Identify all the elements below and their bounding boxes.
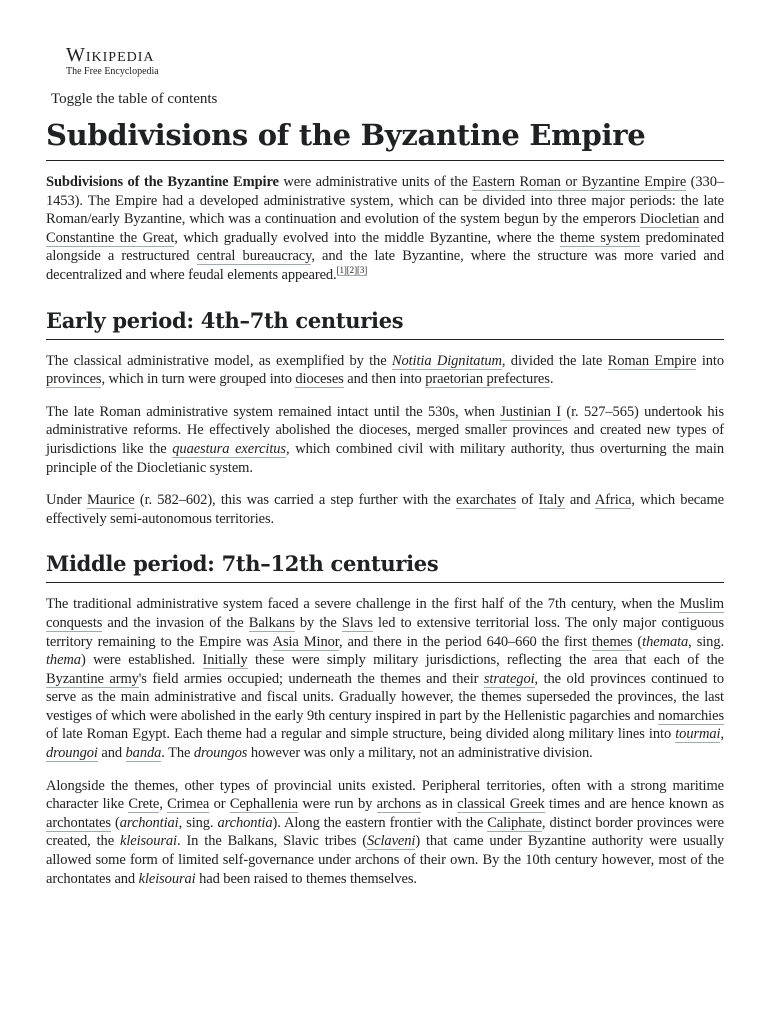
section-heading-early: Early period: 4th–7th centuries (46, 307, 724, 340)
text: ) that came under Byzantine authority were usually allowed some form of limited self-governance under archons of their own. By the 10th century however, most of the archontates and (46, 833, 725, 887)
text: into (696, 352, 724, 369)
logo-wordmark[interactable]: Wikipedia (66, 44, 155, 66)
link-central-bureaucracy[interactable]: central bureaucracy (196, 248, 312, 265)
text: , distinct border provinces were created, the (46, 814, 724, 850)
link-nomarchies[interactable]: nomarchies (658, 707, 724, 724)
text: The classical administrative model, as exemplified by the (46, 352, 392, 369)
text: (330–1453). The Empire had a developed administrative system, which can be divided into three major periods: the late Roman/early Byzantine, which was a continuation and evolution of the system begun by the emperors (46, 174, 724, 228)
link-theme-system[interactable]: theme system (559, 229, 640, 246)
link-africa[interactable]: Africa (594, 492, 632, 509)
italic-term: kleisourai (138, 870, 196, 887)
text: by the (294, 614, 342, 631)
link-classical-greek[interactable]: classical Greek (457, 796, 545, 813)
link-italy[interactable]: Italy (538, 492, 565, 509)
link-muslim-conquests[interactable]: Muslim conquests (46, 596, 724, 631)
text: were administrative units of the (278, 174, 473, 190)
text: , which in turn were grouped into (101, 371, 296, 388)
early-paragraph-1 (46, 352, 724, 389)
link-balkans[interactable]: Balkans (248, 614, 295, 631)
text: . (549, 371, 554, 388)
text: , divided the late (501, 352, 608, 369)
article-page (46, 44, 724, 888)
text: . In the Balkans, Slavic tribes ( (176, 833, 367, 850)
text: , which combined civil with military authority, thus overturning the main principle of the Diocletianic system. (46, 440, 724, 476)
reference-links[interactable]: [1][2][3] (336, 265, 368, 276)
italic-term: droungos (193, 745, 248, 762)
link-archons[interactable]: archons (376, 796, 422, 813)
wikipedia-logo[interactable] (46, 44, 724, 78)
text: had been raised to themes themselves. (195, 870, 417, 887)
text: , sing. (178, 814, 218, 831)
link-exarchates[interactable]: exarchates (455, 492, 517, 509)
text: Alongside the themes, other types of provincial units existed. Peripheral territories, often with a strong maritime character like (46, 777, 724, 813)
toc-toggle-button[interactable]: Toggle the table of contents (51, 91, 218, 107)
text: The traditional administrative system faced a severe challenge in the first half of the 7th century, when the (46, 596, 680, 613)
link-diocletian[interactable]: Diocletian (639, 211, 700, 228)
link-themes[interactable]: themes (591, 633, 633, 650)
link-praetorian-prefectures[interactable]: praetorian prefectures (425, 371, 550, 388)
text: led to extensive territorial loss. The only major contiguous territory remaining to the Empire was (46, 614, 724, 650)
text: and then into (343, 371, 426, 388)
text: however was only a military, not an administrative division. (247, 745, 593, 762)
text: or (209, 796, 230, 813)
link-notitia-dignitatum[interactable]: Notitia Dignitatum (391, 352, 502, 369)
link-asia-minor[interactable]: Asia Minor (272, 633, 339, 650)
italic-term: archontia (217, 814, 273, 831)
intro-paragraph (46, 173, 724, 285)
middle-paragraph-1 (46, 595, 724, 762)
link-justinian[interactable]: Justinian I (500, 403, 562, 420)
text: . The (161, 745, 194, 762)
logo-tagline: The Free Encyclopedia (66, 66, 159, 77)
text: ) were established. (80, 652, 203, 669)
text: , sing. (688, 633, 725, 650)
link-crete[interactable]: Crete (128, 796, 160, 813)
early-paragraph-3 (46, 491, 724, 528)
link-slavs[interactable]: Slavs (341, 614, 373, 631)
text: (r. 527–565) undertook his administrative reforms. He effectively abolished the dioceses, merged smaller provinces and created new types of jurisdictions like the (46, 403, 724, 457)
link-eastern-roman-empire[interactable]: Eastern Roman or Byzantine Empire (472, 174, 687, 190)
text: , (159, 796, 168, 813)
text: as in (421, 796, 458, 813)
text: and (97, 745, 126, 762)
link-droungoi[interactable]: droungoi (46, 745, 98, 762)
text: predominated alongside a restructured (46, 229, 724, 265)
text: times and are hence known as (544, 796, 724, 813)
link-constantine[interactable]: Constantine the Great (46, 229, 175, 246)
text: (r. 582–602), this was carried a step further with the (134, 492, 456, 509)
link-roman-empire[interactable]: Roman Empire (607, 352, 697, 369)
italic-term: kleisourai (119, 833, 177, 850)
text: and the invasion of the (102, 614, 249, 631)
link-byzantine-army[interactable]: Byzantine army (46, 670, 139, 687)
italic-term: archontiai (119, 814, 179, 831)
page-title: Subdivisions of the Byzantine Empire (46, 116, 724, 161)
text: , and there in the period 640–660 the first (338, 633, 592, 650)
text: ( (110, 814, 120, 831)
link-strategoi[interactable]: strategoi (483, 670, 535, 687)
early-paragraph-2 (46, 403, 724, 477)
text: ( (632, 633, 643, 650)
link-dioceses[interactable]: dioceses (295, 371, 344, 388)
text: ). Along the eastern frontier with the (272, 814, 488, 831)
link-sclaveni[interactable]: Sclaveni (367, 833, 416, 850)
bold-term: Subdivisions of the Byzantine Empire (46, 174, 279, 190)
text: of (516, 492, 539, 509)
link-caliphate[interactable]: Caliphate (487, 814, 542, 831)
text: , and the late Byzantine, where the structure was more varied and decentralized and where feudal elements appeared. (46, 248, 724, 283)
text: these were simply military jurisdictions, reflecting the area that each of the (247, 652, 725, 669)
link-cephallenia[interactable]: Cephallenia (229, 796, 299, 813)
link-quaestura-exercitus[interactable]: quaestura exercitus (172, 440, 286, 457)
text: , (720, 726, 724, 743)
middle-paragraph-2 (46, 777, 724, 889)
text: and (699, 211, 724, 228)
link-provinces[interactable]: provinces (46, 371, 102, 388)
text: and (564, 492, 595, 509)
text: , which became effectively semi-autonomous territories. (46, 492, 724, 527)
section-heading-middle: Middle period: 7th–12th centuries (46, 550, 724, 583)
text: , which gradually evolved into the middle Byzantine, where the (174, 229, 560, 246)
italic-term: themata (642, 633, 689, 650)
text: were run by (298, 796, 377, 813)
link-archontates[interactable]: archontates (46, 814, 111, 831)
text: , the old provinces continued to serve as the main administrative and fiscal units. Gradually however, the themes superseded the provinces, the last vestiges of which were abolished in the early 9th century inspired in part by the Hellenistic pagarchies and (46, 670, 725, 724)
text: Under (46, 492, 87, 509)
link-banda[interactable]: banda (125, 745, 162, 762)
italic-term: thema (46, 652, 81, 669)
link-crimea[interactable]: Crimea (167, 796, 210, 813)
link-tourmai[interactable]: tourmai (675, 726, 721, 743)
text: The late Roman administrative system remained intact until the 530s, when (46, 403, 501, 420)
link-maurice[interactable]: Maurice (86, 492, 135, 509)
text: of late Roman Egypt. Each theme had a regular and simple structure, being divided along military lines into (46, 726, 676, 743)
text: 's field armies occupied; underneath the themes and their (138, 670, 484, 687)
link-initially[interactable]: Initially (202, 652, 248, 669)
